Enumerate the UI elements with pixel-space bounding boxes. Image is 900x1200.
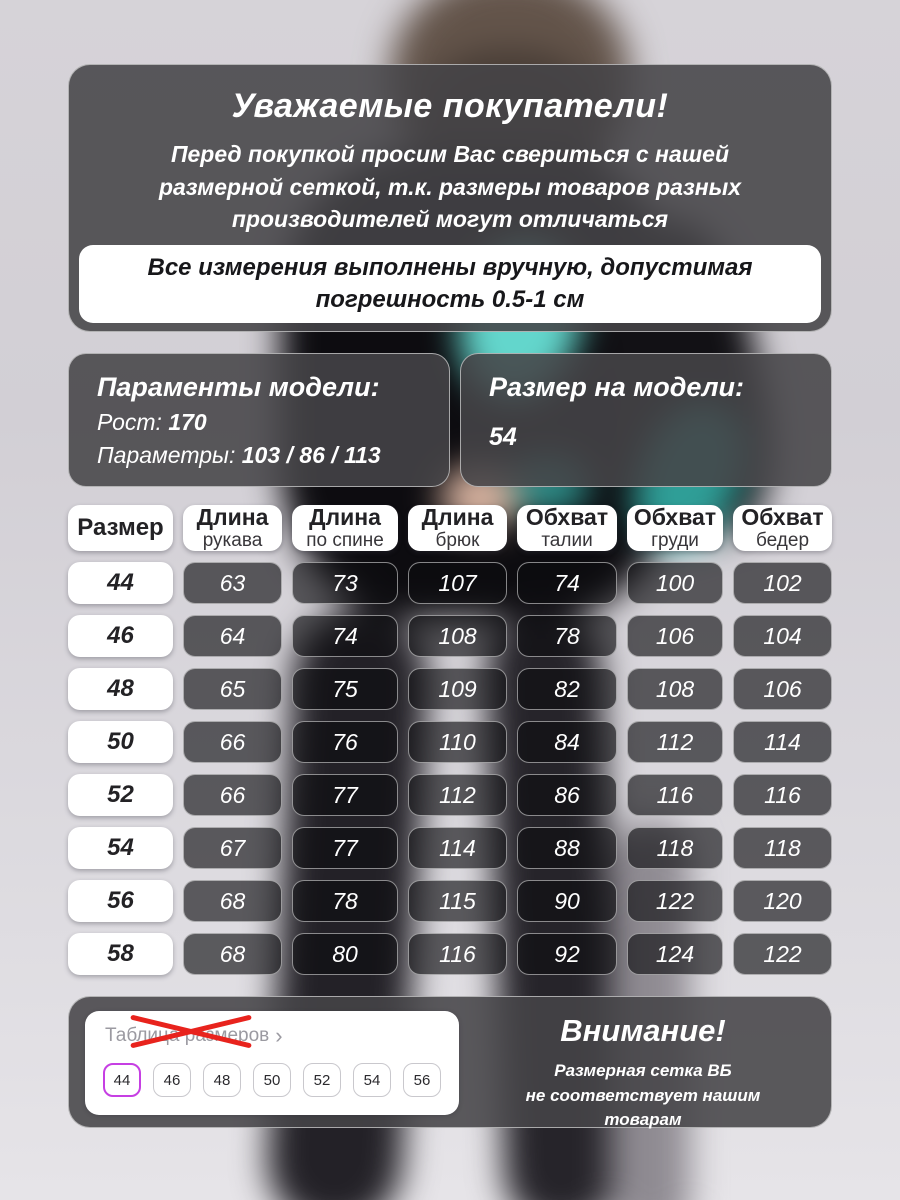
size-label-cell: 48: [68, 668, 173, 710]
measurement-cell: 78: [292, 880, 398, 922]
table-header-cell: Длина по спине: [292, 505, 398, 551]
size-option-button[interactable]: 46: [153, 1063, 191, 1097]
page-title: Уважаемые покупатели!: [231, 87, 669, 125]
measurement-cell: 80: [292, 933, 398, 975]
measurement-cell: 106: [627, 615, 723, 657]
measurement-cell: 73: [292, 562, 398, 604]
measurement-cell: 77: [292, 827, 398, 869]
size-label-cell: 46: [68, 615, 173, 657]
measurement-cell: 84: [517, 721, 617, 763]
measurement-cell: 118: [733, 827, 832, 869]
model-params-title: Параменты модели:: [97, 372, 380, 402]
table-header-cell: Размер: [68, 505, 173, 551]
measurement-cell: 90: [517, 880, 617, 922]
measurement-cell: 100: [627, 562, 723, 604]
model-size-title: Размер на модели:: [489, 372, 745, 402]
model-measurements-line: Параметры: 103 / 86 / 113: [97, 442, 381, 468]
size-label-cell: 56: [68, 880, 173, 922]
size-option-button[interactable]: 56: [403, 1063, 441, 1097]
measurement-cell: 74: [292, 615, 398, 657]
size-option-button[interactable]: 52: [303, 1063, 341, 1097]
measurement-cell: 118: [627, 827, 723, 869]
measurement-cell: 115: [408, 880, 507, 922]
measurement-cell: 67: [183, 827, 282, 869]
measurement-notice-text: Все измерения выполнены вручную, допустимая погрешность 0.5-1 см: [147, 254, 753, 313]
greeting-panel: [68, 64, 832, 332]
measurement-cell: 108: [408, 615, 507, 657]
size-label-cell: 44: [68, 562, 173, 604]
measurement-notice: [79, 245, 821, 323]
table-header-cell: Длина рукава: [183, 505, 282, 551]
chevron-right-icon: ›: [275, 1023, 283, 1048]
size-label-cell: 50: [68, 721, 173, 763]
measurement-cell: 116: [408, 933, 507, 975]
measurement-cell: 124: [627, 933, 723, 975]
warning-block: [467, 1013, 819, 1133]
measurement-cell: 114: [408, 827, 507, 869]
intro-text: [69, 138, 831, 236]
size-buttons-row: [103, 1063, 441, 1097]
model-size-panel: [460, 353, 832, 487]
measurement-cell: 122: [733, 933, 832, 975]
measurement-cell: 116: [733, 774, 832, 816]
table-header-cell: Обхват груди: [627, 505, 723, 551]
wb-size-picker-card: [85, 1011, 459, 1115]
measurement-cell: 120: [733, 880, 832, 922]
warning-title: Внимание!: [560, 1013, 726, 1048]
measurement-cell: 64: [183, 615, 282, 657]
intro-line: Перед покупкой просим Вас свериться с нашей: [170, 141, 730, 167]
size-label-cell: 52: [68, 774, 173, 816]
size-label-cell: 58: [68, 933, 173, 975]
measurement-cell: 74: [517, 562, 617, 604]
size-table: [68, 505, 832, 975]
intro-line: производителей могут отличаться: [231, 206, 669, 233]
size-table-link[interactable]: Таблица размеров ›: [105, 1023, 283, 1048]
model-measurements-value: 103 / 86 / 113: [241, 442, 381, 468]
measurement-cell: 78: [517, 615, 617, 657]
measurement-cell: 116: [627, 774, 723, 816]
footer-panel: [68, 996, 832, 1128]
intro-line: размерной сеткой, т.к. размеры товаров разных: [158, 173, 742, 200]
measurement-cell: 77: [292, 774, 398, 816]
measurement-cell: 104: [733, 615, 832, 657]
measurement-cell: 110: [408, 721, 507, 763]
measurement-cell: 82: [517, 668, 617, 710]
measurement-cell: 92: [517, 933, 617, 975]
model-size-value: 54: [489, 423, 517, 451]
measurement-cell: 122: [627, 880, 723, 922]
size-option-button[interactable]: 50: [253, 1063, 291, 1097]
model-height-line: Рост: 170: [97, 409, 207, 435]
measurement-cell: 102: [733, 562, 832, 604]
size-option-button[interactable]: 44: [103, 1063, 141, 1097]
measurement-cell: 108: [627, 668, 723, 710]
measurement-cell: 107: [408, 562, 507, 604]
measurement-cell: 66: [183, 721, 282, 763]
measurement-cell: 114: [733, 721, 832, 763]
table-header-cell: Обхват бедер: [733, 505, 832, 551]
measurement-cell: 86: [517, 774, 617, 816]
model-params-panel: [68, 353, 450, 487]
measurement-cell: 66: [183, 774, 282, 816]
measurement-cell: 68: [183, 933, 282, 975]
measurement-cell: 88: [517, 827, 617, 869]
size-option-button[interactable]: 54: [353, 1063, 391, 1097]
size-option-button[interactable]: 48: [203, 1063, 241, 1097]
measurement-cell: 75: [292, 668, 398, 710]
warning-text: Размерная сетка ВБ не соответствует нашим товарам: [525, 1061, 761, 1130]
measurement-cell: 106: [733, 668, 832, 710]
model-height-value: 170: [168, 409, 207, 435]
table-header-cell: Обхват талии: [517, 505, 617, 551]
measurement-cell: 76: [292, 721, 398, 763]
measurement-cell: 112: [627, 721, 723, 763]
measurement-cell: 109: [408, 668, 507, 710]
size-label-cell: 54: [68, 827, 173, 869]
measurement-cell: 112: [408, 774, 507, 816]
measurement-cell: 65: [183, 668, 282, 710]
table-header-cell: Длина брюк: [408, 505, 507, 551]
measurement-cell: 63: [183, 562, 282, 604]
measurement-cell: 68: [183, 880, 282, 922]
